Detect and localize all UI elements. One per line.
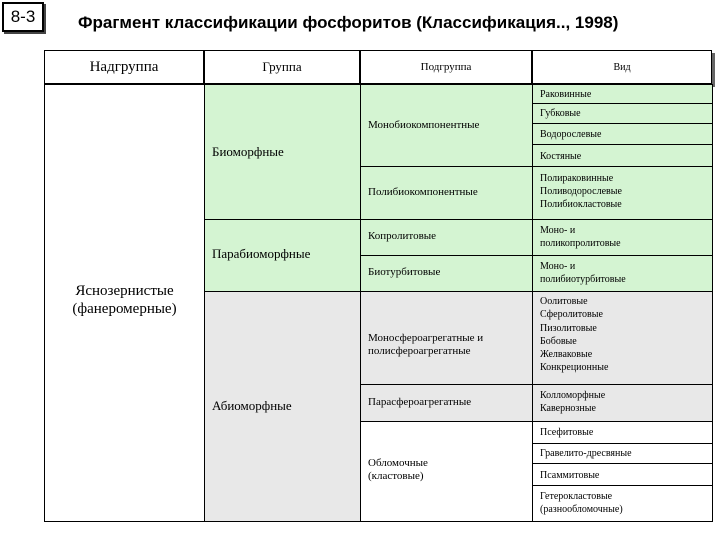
- type-pisolitic: Пизолитовые: [540, 322, 597, 334]
- type-parasphero-label: [540, 389, 605, 415]
- header-group: [204, 50, 360, 84]
- type-bean: Бобовые: [540, 335, 577, 347]
- type-poly-line3: Полибиокластовые: [540, 199, 622, 210]
- subgroup-parasphero-label: Парасфероагрегатные: [368, 396, 472, 408]
- type-bioturbite-label: [540, 260, 626, 286]
- type-psephite-label: Псефитовые: [540, 427, 594, 438]
- type-hetero-label: [540, 490, 623, 516]
- subgroup-clastic-label: [368, 457, 428, 483]
- type-sponge-label: Губковые: [540, 108, 581, 119]
- type-cavernous: Кавернозные: [540, 403, 596, 414]
- type-nodular: Желваковые: [540, 349, 593, 361]
- group-biomorphic-label: Биоморфные: [212, 144, 284, 159]
- type-collomorphic: Колломорфные: [540, 390, 606, 401]
- type-gravel-label: Гравелито-дресвяные: [540, 448, 632, 459]
- supergroup-line2: (фанеромерные): [72, 301, 177, 317]
- subgroup-monosphero-label: [368, 332, 483, 358]
- subgroup-polycomponent-label: Полибиокомпонентные: [368, 186, 478, 198]
- slide-number: 8-3: [2, 2, 44, 32]
- subgroup-monocomponent-label: Монобиокомпонентные: [368, 119, 480, 131]
- supergroup-label: [44, 282, 205, 318]
- type-coprolite-line2: поликопролитовые: [540, 238, 621, 249]
- type-hetero-line2: (разнообломочные): [540, 504, 623, 515]
- header-group-label: Группа: [262, 59, 302, 74]
- header-supergroup-label: Надгруппа: [89, 58, 159, 75]
- type-algal-label: Водорослевые: [540, 129, 602, 140]
- type-bioturbite-line1: Моно- и: [540, 261, 576, 272]
- header-supergroup: [44, 50, 204, 84]
- slide-title: Фрагмент классификации фосфоритов (Классификация.., 1998): [78, 13, 619, 32]
- type-concretion: Конкреционные: [540, 362, 609, 374]
- group-parabiomorphic-label: Парабиоморфные: [212, 246, 311, 261]
- type-hetero-line1: Гетерокластовые: [540, 491, 613, 502]
- group-abiomorphic-label: Абиоморфные: [212, 398, 292, 413]
- header-type: [532, 50, 712, 84]
- subgroup-clastic-line2: (кластовые): [368, 470, 424, 483]
- type-poly-label: [540, 172, 622, 211]
- type-shell-label: Раковинные: [540, 89, 592, 100]
- subgroup-bioturbite-label: Биотурбитовые: [368, 266, 441, 278]
- type-bioturbite-line2: полибиотурбитовые: [540, 274, 626, 285]
- subgroup-coprolite-label: Копролитовые: [368, 230, 437, 242]
- header-type-label: Вид: [613, 61, 631, 73]
- subgroup-monosphero-line1: Моносфероагрегатные и: [368, 332, 484, 344]
- type-bone-label: Костяные: [540, 151, 582, 162]
- header-subgroup: [360, 50, 532, 84]
- subgroup-monosphero-line2: полисфероагрегатные: [368, 345, 471, 358]
- type-coprolite-label: [540, 224, 621, 250]
- type-psammite-label: Псаммитовые: [540, 470, 600, 481]
- type-spherolitic: Сферолитовые: [540, 309, 603, 321]
- type-monosphero-label: [540, 295, 608, 375]
- type-coprolite-line1: Моно- и: [540, 225, 576, 236]
- type-poly-line1: Полираковинные: [540, 173, 614, 184]
- supergroup-line1: Яснозернистые: [75, 283, 174, 299]
- type-oolitic: Оолитовые: [540, 296, 588, 307]
- type-poly-line2: Поливодорослевые: [540, 186, 622, 197]
- subgroup-clastic-line1: Обломочные: [368, 457, 428, 469]
- header-subgroup-label: Подгруппа: [420, 61, 472, 73]
